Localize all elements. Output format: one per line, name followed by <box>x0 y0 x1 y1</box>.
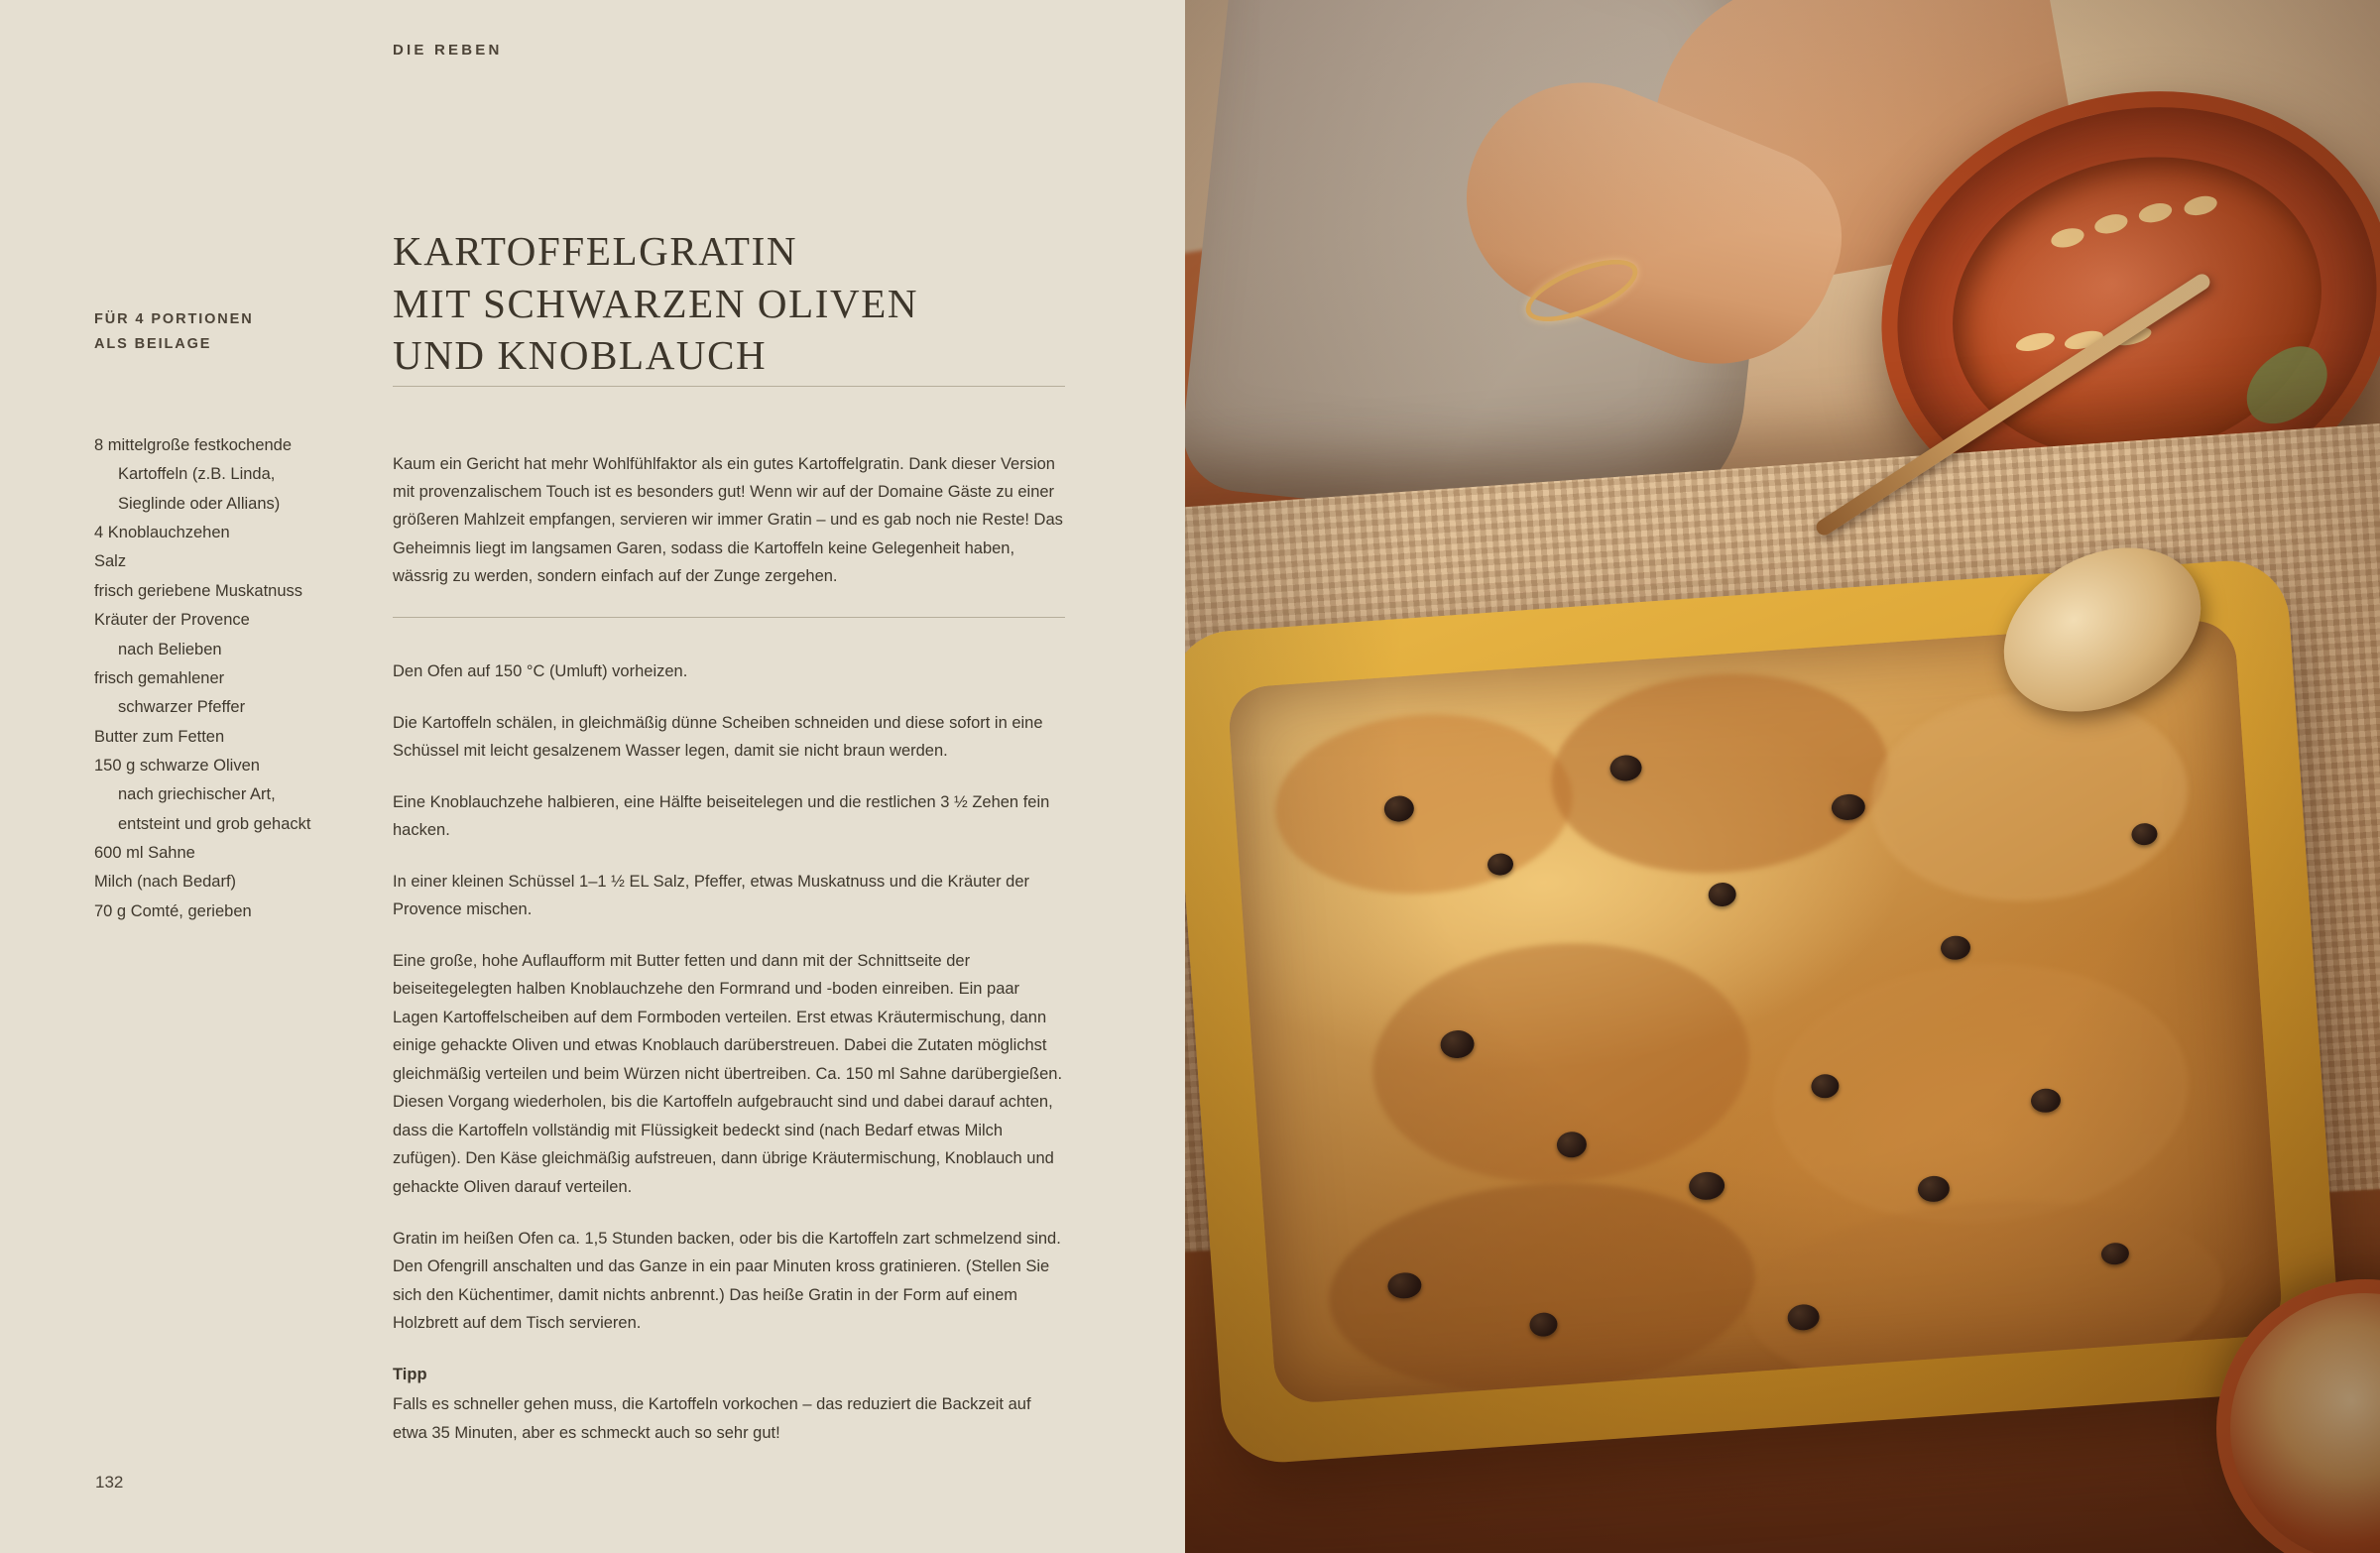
step-paragraph: Den Ofen auf 150 °C (Umluft) vorheizen. <box>393 662 688 680</box>
gratin-surface <box>1227 618 2284 1404</box>
list-item: nach griechischer Art, <box>118 785 276 804</box>
list-item: Butter zum Fetten <box>94 727 225 746</box>
preparation-steps <box>393 657 1067 1447</box>
list-item: Milch (nach Bedarf) <box>94 873 237 892</box>
portions-label <box>94 307 362 358</box>
running-head: DIE REBEN <box>393 42 503 59</box>
list-item: schwarzer Pfeffer <box>118 698 246 717</box>
list-item: 4 Knoblauchzehen <box>94 524 230 542</box>
text-page <box>0 0 1185 1553</box>
tip-heading: Tipp <box>393 1365 427 1383</box>
list-item: 70 g Comté, gerieben <box>94 901 252 920</box>
list-item: nach Belieben <box>118 640 222 658</box>
title-line-1: KARTOFFELGRATIN <box>393 228 798 275</box>
list-item: 8 mittelgroße festkochende <box>94 436 293 454</box>
list-item: Salz <box>94 552 127 571</box>
title-line-2: MIT SCHWARZEN OLIVEN <box>393 280 919 326</box>
divider-bottom <box>393 617 1065 618</box>
list-item: Kräuter der Provence <box>94 611 250 630</box>
intro-paragraph: Kaum ein Gericht hat mehr Wohlfühlfaktor als ein gutes Kartoffelgratin. Dank dieser Version mit provenzalischem Touch ist es besonders gut! Wenn wir auf der Domaine Gäste zu einer größeren Mahlzeit empfangen, servieren wir immer Gratin – und es gab noch nie Reste! Das Geheimnis liegt im langsamen Garen, sodass die Kartoffeln keine Gelegenheit haben, wässrig zu werden, sondern einfach auf der Zunge zergehen. <box>393 454 1063 585</box>
portions-line-1: FÜR 4 PORTIONEN <box>94 311 254 327</box>
tip-text: Falls es schneller gehen muss, die Kartoffeln vorkochen – das reduziert die Backzeit auf etwa 35 Minuten, aber es schmeckt auch so sehr gut! <box>393 1395 1031 1442</box>
baking-dish <box>1185 557 2343 1467</box>
title-line-3: UND KNOBLAUCH <box>393 331 768 378</box>
list-item: frisch gemahlener <box>94 668 225 687</box>
list-item: Sieglinde oder Allians) <box>118 494 281 513</box>
list-item: frisch geriebene Muskatnuss <box>94 581 303 600</box>
photo-page <box>1185 0 2380 1553</box>
step-paragraph: In einer kleinen Schüssel 1–1 ½ EL Salz, Pfeffer, etwas Muskatnuss und die Kräuter der Provence mischen. <box>393 872 1030 919</box>
page-title <box>393 225 1087 380</box>
food-photograph <box>1185 0 2380 1553</box>
list-item: Kartoffeln (z.B. Linda, <box>118 465 276 484</box>
leaf-motif <box>2231 335 2340 436</box>
page-number: 132 <box>95 1473 124 1492</box>
list-item: 600 ml Sahne <box>94 844 195 863</box>
list-item: entsteint und grob gehackt <box>118 814 311 833</box>
ingredients-list <box>94 431 357 926</box>
divider-top <box>393 386 1065 387</box>
step-paragraph: Die Kartoffeln schälen, in gleichmäßig dünne Scheiben schneiden und diese sofort in eine Schüssel mit leicht gesalzenem Wasser legen, damit sie nicht braun werden. <box>393 713 1043 761</box>
step-paragraph: Gratin im heißen Ofen ca. 1,5 Stunden backen, oder bis die Kartoffeln zart schmelzend sind. Den Ofengrill anschalten und das Ganze in ein paar Minuten kross gratinieren. (Stellen Sie sich den Küchentimer, damit nichts anbrennt.) Das heiße Gratin in der Form auf einem Holzbrett auf dem Tisch servieren. <box>393 1229 1061 1333</box>
step-paragraph: Eine große, hohe Auflaufform mit Butter fetten und dann mit der Schnittseite der beiseitegelegten halben Knoblauchzehe den Formrand und -boden einreiben. Ein paar Lagen Kartoffelscheiben auf dem Formboden verteilen. Erst etwas Kräutermischung, dann einige gehackte Oliven und etwas Knoblauch darüberstreuen. Dabei die Zutaten möglichst gleichmäßig verteilen und beim Würzen nicht übertreiben. Ca. 150 ml Sahne darübergießen. Diesen Vorgang wiederholen, bis die Kartoffeln aufgebraucht sind und dabei darauf achten, dass die Kartoffeln vollständig mit Flüssigkeit bedeckt sind (nach Bedarf etwas Milch zufügen). Den Käse gleichmäßig aufstreuen, dann übrige Kräutermischung, Knoblauch und gehackte Oliven darauf verteilen. <box>393 951 1063 1196</box>
list-item: 150 g schwarze Oliven <box>94 756 260 775</box>
portions-line-2: ALS BEILAGE <box>94 336 212 353</box>
step-paragraph: Eine Knoblauchzehe halbieren, eine Hälfte beiseitelegen und die restlichen 3 ½ Zehen fein hacken. <box>393 792 1050 840</box>
